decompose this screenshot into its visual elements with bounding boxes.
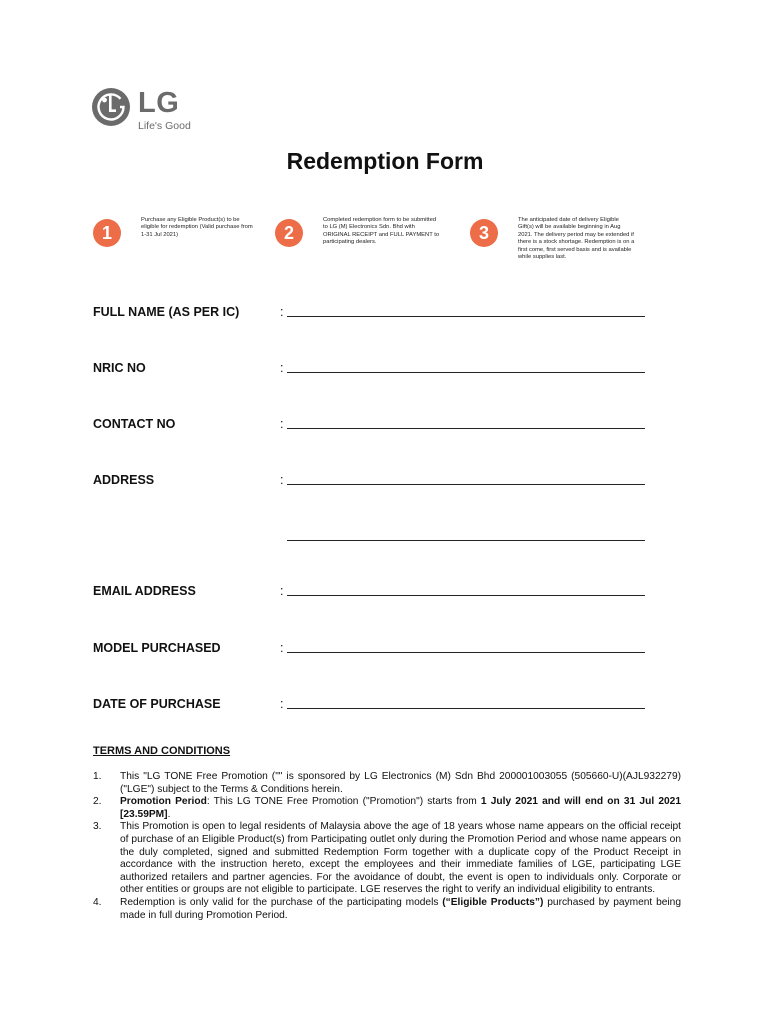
full-name-colon: : — [280, 305, 284, 319]
term-text-segment: Redemption is only valid for the purchase of the participating models — [120, 896, 443, 908]
email-label: EMAIL ADDRESS — [93, 584, 196, 598]
address-line-1[interactable] — [287, 484, 645, 485]
model-colon: : — [280, 641, 284, 655]
contact-line[interactable] — [287, 428, 645, 429]
address-line-2[interactable] — [287, 540, 645, 541]
term-text — [120, 796, 681, 821]
address-colon: : — [280, 473, 284, 487]
term-item — [93, 796, 681, 821]
logo-brand: LG — [138, 87, 180, 119]
nric-label: NRIC NO — [93, 361, 146, 375]
nric-line[interactable] — [287, 372, 645, 373]
step-text: Completed redemption form to be submitted to LG (M) Electronics Sdn. Bhd with ORIGINAL RECEIPT and FULL PAYMENT to participating dealers. — [323, 217, 440, 246]
term-text: This "LG TONE Free Promotion ("" is sponsored by LG Electronics (M) Sdn Bhd 200001003055 (505660-U)(AJL932279)("LGE") subject to the Terms & Conditions herein. — [120, 771, 681, 795]
full-name-line[interactable] — [287, 316, 645, 317]
terms-list — [93, 771, 681, 922]
term-text-segment: purchased by payment being made in full during Promotion Period. — [120, 896, 681, 921]
term-bold-segment: 1 July 2021 and will end on 31 Jul 2021 [23.59PM] — [120, 796, 681, 820]
step-number-badge: 2 — [275, 219, 303, 247]
step-number-badge: 3 — [470, 219, 498, 247]
email-colon: : — [280, 584, 284, 598]
contact-colon: : — [280, 417, 284, 431]
page-title: Redemption Form — [286, 148, 484, 174]
term-number: 4. — [93, 896, 102, 908]
date-colon: : — [280, 697, 284, 711]
term-item — [93, 771, 681, 796]
nric-colon: : — [280, 361, 284, 375]
contact-label: CONTACT NO — [93, 417, 176, 431]
term-text-segment: . — [167, 808, 171, 820]
address-label: ADDRESS — [93, 473, 155, 487]
terms-heading: TERMS AND CONDITIONS — [93, 745, 231, 757]
term-bold-segment: (“Eligible Products”) — [442, 896, 544, 908]
lg-face-icon — [92, 88, 130, 126]
lg-logo — [92, 88, 202, 136]
email-line[interactable] — [287, 595, 645, 596]
term-text — [120, 897, 681, 922]
date-label: DATE OF PURCHASE — [93, 697, 221, 711]
term-number: 1. — [93, 771, 102, 782]
full-name-label: FULL NAME (AS PER IC) — [93, 305, 240, 319]
step-number-badge: 1 — [93, 219, 121, 247]
term-text: This Promotion is open to legal residents of Malaysia above the age of 18 years whose name appears on the official receipt of purchase of an Eligible Product(s) from Participating outlet only during the Promotion Period and whose name appears on the duly completed, signed and submitted Redemption Form together with a duplicate copy of the Product Receipt in accordance with the instruction hereto, except the employees and their immediate families of LGE, participating LGE authorized retailers and partner agencies. For the avoidance of doubt, the event is open to individuals only. Corporate or other entities or groups are not eligible to participate. LGE reserves the right to verify an individual eligibility to entrants. — [120, 821, 681, 896]
step-text: Purchase any Eligible Product(s) to be eligible for redemption (Valid purchase from 1-31 Jul 2021) — [141, 217, 253, 238]
date-line[interactable] — [287, 708, 645, 709]
model-line[interactable] — [287, 652, 645, 653]
term-bold-label: Promotion Period — [120, 796, 207, 808]
term-text-segment: : This LG TONE Free Promotion ("Promotion") starts from — [206, 796, 481, 808]
logo-tagline: Life's Good — [138, 120, 191, 132]
term-item — [93, 897, 681, 922]
term-number: 2. — [93, 796, 102, 808]
term-item — [93, 821, 681, 897]
term-number: 3. — [93, 821, 102, 833]
step-text: The anticipated date of delivery Eligible Gift(s) will be available beginning in Aug 2021. The delivery period may be extended if there is a stock shortage. Redemption is on a first come, first served basis and is available while supplies last. — [518, 217, 635, 261]
model-label: MODEL PURCHASED — [93, 641, 221, 655]
